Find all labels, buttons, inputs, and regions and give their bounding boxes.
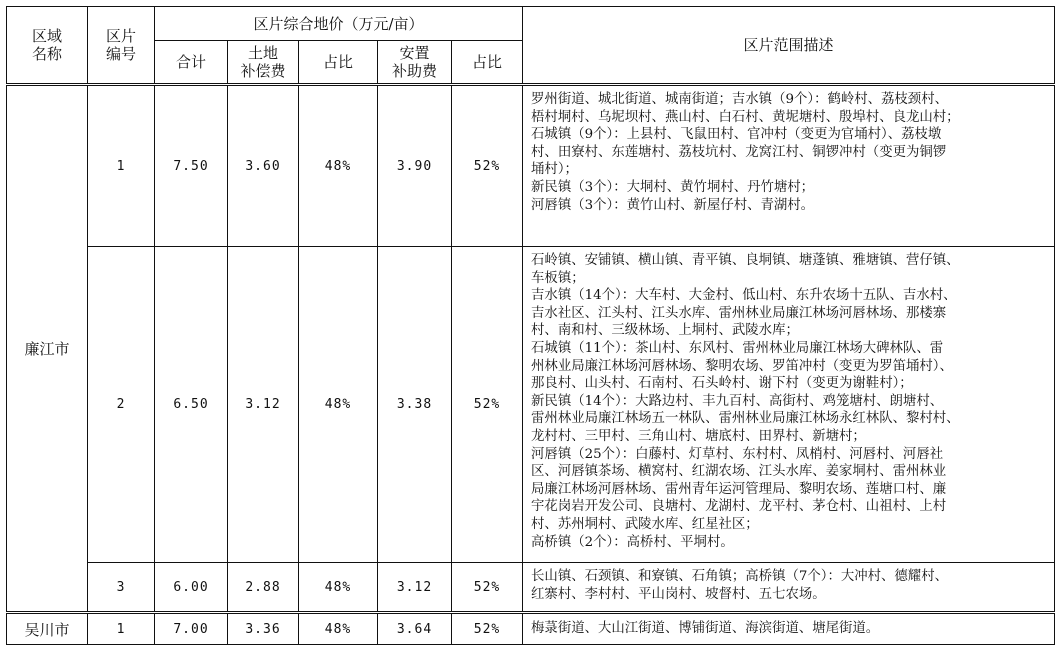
land-comp-cell: 3.36 <box>228 613 299 645</box>
zone-cell: 1 <box>88 85 155 247</box>
ratio2-cell: 52% <box>452 613 523 645</box>
description-line: 村、苏州垌村、武陵水库、红星社区； <box>531 516 759 532</box>
ratio2-cell: 52% <box>452 247 523 563</box>
description-line: 河唇镇（3个）：黄竹山村、新屋仔村、青湖村。 <box>531 197 815 213</box>
header-land-compensation: 土地 补偿费 <box>228 41 299 85</box>
resettle-cell: 3.64 <box>378 613 452 645</box>
description-line: 石城镇（11个）：茶山村、东风村、雷州林业局廉江林场大碑林队、雷 <box>531 340 944 356</box>
description-line: 雷州林业局廉江林场五一林队、雷州林业局廉江林场永红林队、黎村村、 <box>531 411 960 427</box>
description-line: 宇花岗岩开发公司、良塘村、龙湖村、龙平村、茅仓村、山祖村、上村 <box>531 499 947 515</box>
ratio1-cell: 48% <box>299 563 378 613</box>
description-line: 新民镇（3个）：大垌村、黄竹垌村、丹竹塘村； <box>531 179 815 195</box>
ratio1-cell: 48% <box>299 85 378 247</box>
header-description: 区片范围描述 <box>523 7 1055 85</box>
header-region-name: 区域 名称 <box>7 7 88 85</box>
description-line: 红寨村、李村村、平山岗村、坡督村、五七农场。 <box>531 586 826 602</box>
ratio1-cell: 48% <box>299 613 378 645</box>
header-total: 合计 <box>155 41 228 85</box>
zone-cell: 1 <box>88 613 155 645</box>
description-line: 长山镇、石颈镇、和寮镇、石角镇；高桥镇（7个）：大冲村、德耀村、 <box>531 569 948 584</box>
table-row <box>7 613 1055 645</box>
description-line: 河唇镇（25个）：白藤村、灯草村、东村村、凤梢村、河唇村、河唇社 <box>531 446 944 462</box>
description-line: 车板镇； <box>531 270 585 286</box>
total-cell: 7.00 <box>155 613 228 645</box>
header-resettlement: 安置 补助费 <box>378 41 452 85</box>
table-row <box>7 85 1055 247</box>
resettle-cell: 3.12 <box>378 563 452 613</box>
region-cell-lianjiang: 廉江市 <box>7 85 88 613</box>
land-comp-cell: 3.12 <box>228 247 299 563</box>
zone-cell: 2 <box>88 247 155 563</box>
description-line: 梅菉街道、大山江街道、博铺街道、海滨街道、塘尾街道。 <box>531 621 880 637</box>
ratio2-cell: 52% <box>452 563 523 613</box>
zone-cell: 3 <box>88 563 155 613</box>
description-line: 石岭镇、安铺镇、横山镇、青平镇、良垌镇、塘蓬镇、雅塘镇、营仔镇、 <box>531 253 960 268</box>
description-cell <box>523 85 1055 247</box>
total-cell: 6.00 <box>155 563 228 613</box>
description-line: 石城镇（9个）：上县村、飞鼠田村、官冲村（变更为官埇村）、荔枝墩 <box>531 127 942 143</box>
description-line: 埇村）； <box>531 162 578 178</box>
table-row <box>7 563 1055 613</box>
resettle-cell: 3.90 <box>378 85 452 247</box>
description-line: 梧村垌村、乌坭坝村、燕山村、白石村、黄坭塘村、殷埠村、良龙山村； <box>531 109 960 125</box>
description-line: 村、田寮村、东莲塘村、荔枝坑村、龙窝江村、铜锣冲村（变更为铜锣 <box>531 144 947 160</box>
header-price-group: 区片综合地价（万元/亩） <box>155 7 523 41</box>
header-ratio-1: 占比 <box>299 41 378 85</box>
description-line: 州林业局廉江林场河唇林场、黎明农场、罗笛冲村（变更为罗笛埇村）、 <box>531 358 953 374</box>
description-line: 新民镇（14个）：大路边村、丰九百村、高街村、鸡笼塘村、朗塘村、 <box>531 393 944 409</box>
header-ratio-2: 占比 <box>452 41 523 85</box>
description-line: 吉水镇（14个）：大车村、大金村、低山村、东升农场十五队、吉水村、 <box>531 288 957 304</box>
land-comp-cell: 3.60 <box>228 85 299 247</box>
description-line: 吉水社区、江头村、江头水库、雷州林业局廉江林场河唇林场、那楼寨 <box>531 305 947 321</box>
total-cell: 7.50 <box>155 85 228 247</box>
description-line: 村、南和村、三级林场、上垌村、武陵水库； <box>531 323 799 339</box>
header-zone-no: 区片 编号 <box>88 7 155 85</box>
land-comp-cell: 2.88 <box>228 563 299 613</box>
description-cell <box>523 563 1055 613</box>
description-line: 区、河唇镇茶场、横窝村、红湖农场、江头水库、姜家垌村、雷州林业 <box>531 464 947 480</box>
total-cell: 6.50 <box>155 247 228 563</box>
description-line: 局廉江林场河唇林场、雷州青年运河管理局、黎明农场、莲塘口村、廉 <box>531 481 947 497</box>
description-line: 龙村村、三甲村、三角山村、塘底村、田界村、新塘村； <box>531 428 866 444</box>
land-price-table <box>6 6 1055 645</box>
description-line: 那良村、山头村、石南村、石头岭村、谢下村（变更为谢鞋村）； <box>531 376 913 392</box>
region-cell-wuchuan: 吴川市 <box>7 613 88 645</box>
resettle-cell: 3.38 <box>378 247 452 563</box>
table-row <box>7 247 1055 563</box>
description-cell <box>523 613 1055 645</box>
ratio2-cell: 52% <box>452 85 523 247</box>
ratio1-cell: 48% <box>299 247 378 563</box>
description-cell <box>523 247 1055 563</box>
description-line: 罗州街道、城北街道、城南街道；吉水镇（9个）：鹤岭村、荔枝颈村、 <box>531 92 948 107</box>
description-line: 高桥镇（2个）：高桥村、平垌村。 <box>531 534 734 550</box>
